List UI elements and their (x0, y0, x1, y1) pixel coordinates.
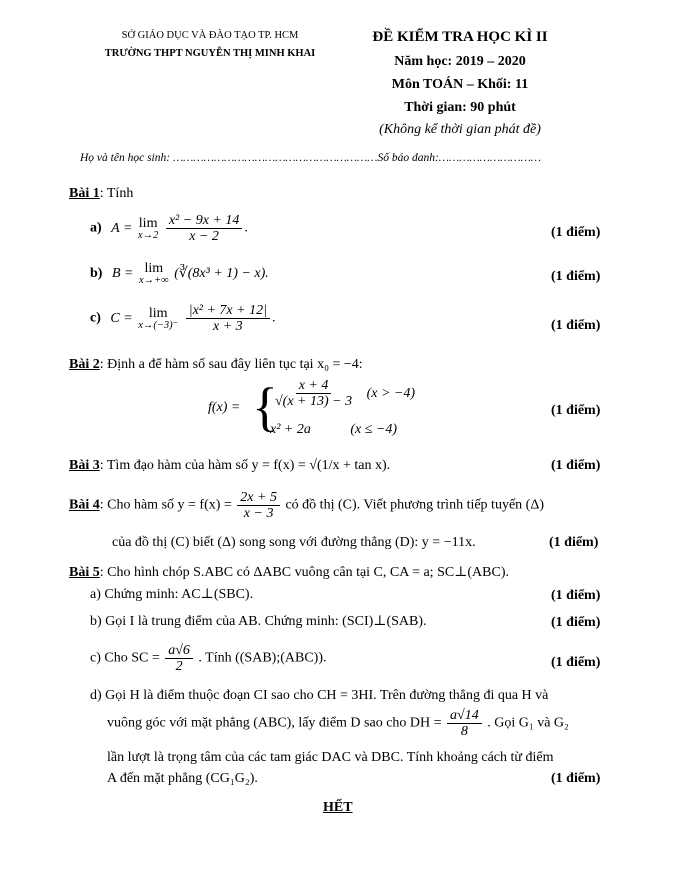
bai4-line2: của đồ thị (C) biết (Δ) song song với đường thẳng (D): y = −11x. (112, 535, 476, 550)
bai2-label: Bài 2 (69, 357, 100, 372)
end-marker: HẾT (323, 800, 353, 815)
bai3-points: (1 điểm) (551, 458, 601, 473)
bai1-c: c) C = lim x→(−3)⁻ $\frac{\text{|x² + 7x + 12|}}{x + 3}$ . (90, 303, 276, 334)
bai1-title: : Tính (99, 186, 134, 201)
bai5-d-line1: d) Gọi H là điểm thuộc đoạn CI sao cho CH = 3HI. Trên đường thẳng đi qua H và (90, 688, 549, 703)
bai2-points: (1 điểm) (551, 403, 601, 418)
bai5-d-line2 (107, 708, 569, 739)
bai5-c-points: (1 điểm) (551, 655, 601, 670)
bai1-a-limit: lim x→2 (137, 215, 159, 241)
bai2-case2: x² + 2a (x ≤ −4) (270, 422, 398, 437)
bai1-a-lhs: A = (111, 220, 133, 236)
bai1-a-fraction: $\frac{\text{x² − 9x + 14}}{x - 2}$ (166, 213, 243, 244)
time-note: (Không kể thời gian phát đề) (379, 122, 541, 137)
bai1-c-limit: lim x→(−3)⁻ (138, 305, 179, 331)
bai2-f-lhs: f(x) = (208, 400, 241, 415)
bai5-heading (69, 564, 509, 581)
bai3-heading (69, 458, 390, 474)
bai5-title: : Cho hình chóp S.ABC có ΔABC vuông cân tại C, CA = a; SC⊥(ABC). (99, 565, 509, 580)
bai5-c-fraction: $\frac{a√6}{2}$ (165, 643, 193, 674)
bai5-c-text-b: . Tính ((SAB);(ABC)). (198, 650, 327, 666)
bai2-case1: $\frac{x + 4}{√(x + 13) - 3}$ (x > −4) (275, 378, 416, 409)
bai1-c-fraction: $\frac{\text{|x² + 7x + 12|}}{x + 3}$ (186, 303, 270, 334)
bai5-d2-text-a: vuông góc với mặt phẳng (ABC), lấy điểm D sao cho DH = (107, 715, 442, 731)
exam-title: ĐỀ KIỂM TRA HỌC KÌ II (372, 29, 548, 45)
bai1-c-lhs: C = (110, 310, 133, 326)
bai1-b-limit: lim x→+∞ (138, 261, 169, 286)
bai1-heading (69, 186, 133, 202)
bai1-a: a) A = lim x→2 $\frac{\text{x² − 9x + 14}}{x - 2}$ . (90, 213, 248, 244)
bai3-title: : Tìm đạo hàm của hàm số y = f(x) = √(1/x + tan x). (99, 458, 391, 473)
department-name: SỞ GIÁO DỤC VÀ ĐÀO TẠO TP. HCM (121, 30, 299, 41)
bai5-b-points: (1 điểm) (551, 615, 601, 630)
bai4-fraction: $\frac{2x + 5}{x - 3}$ (237, 490, 280, 521)
bai5-c-text-a: c) Cho SC = (90, 650, 160, 666)
bai4-title-a: : Cho hàm số y = f(x) = (99, 497, 232, 513)
bai5-d-points: (1 điểm) (551, 771, 601, 786)
bai1-b-points: (1 điểm) (551, 269, 601, 284)
bai5-c (90, 643, 327, 674)
bai4-title-b: có đồ thị (C). Viết phương trình tiếp tuyến (Δ) (285, 497, 544, 513)
bai1-c-label: c) (90, 310, 101, 326)
school-year: Năm học: 2019 – 2020 (394, 54, 526, 69)
bai2-heading (69, 357, 363, 373)
exam-time: Thời gian: 90 phút (404, 100, 516, 115)
bai1-a-label: a) (90, 220, 102, 236)
brace-icon: { (252, 377, 278, 437)
bai4-heading (69, 490, 544, 521)
bai5-d-line3: lần lượt là trọng tâm của các tam giác DAC và DBC. Tính khoảng cách từ điểm (107, 750, 554, 765)
subject: Môn TOÁN – Khối: 11 (391, 77, 529, 92)
bai5-d-fraction: $\frac{a√14}{8}$ (447, 708, 482, 739)
bai1-a-points: (1 điểm) (551, 225, 601, 240)
bai5-a-points: (1 điểm) (551, 588, 601, 603)
bai4-label: Bài 4 (69, 497, 100, 513)
bai1-label: Bài 1 (69, 186, 100, 201)
bai5-label: Bài 5 (69, 565, 100, 580)
bai5-d2-text-b: . Gọi G₁ và G₂ (487, 715, 569, 731)
bai3-label: Bài 3 (69, 458, 100, 473)
student-info-line: Họ và tên học sinh: ……………………………………………………Số báo danh:………………………… (80, 152, 542, 164)
bai1-b (90, 262, 269, 286)
bai1-b-lhs: B = (111, 266, 134, 282)
bai5-d-line4: A đến mặt phẳng (CG₁G₂). (107, 771, 258, 786)
bai2-title: : Định a để hàm số sau đây liên tục tại x₀ = −4: (99, 357, 363, 372)
bai1-b-label: b) (90, 266, 103, 282)
bai4-points: (1 điểm) (549, 535, 599, 550)
bai5-a: a) Chứng minh: AC⊥(SBC). (90, 587, 254, 602)
school-name: TRƯỜNG THPT NGUYỄN THỊ MINH KHAI (104, 48, 316, 59)
bai5-b: b) Gọi I là trung điểm của AB. Chứng minh: (SCI)⊥(SAB). (90, 614, 427, 629)
bai1-c-points: (1 điểm) (551, 318, 601, 333)
bai1-b-expression: (∛(8x³ + 1) − x). (174, 266, 269, 282)
